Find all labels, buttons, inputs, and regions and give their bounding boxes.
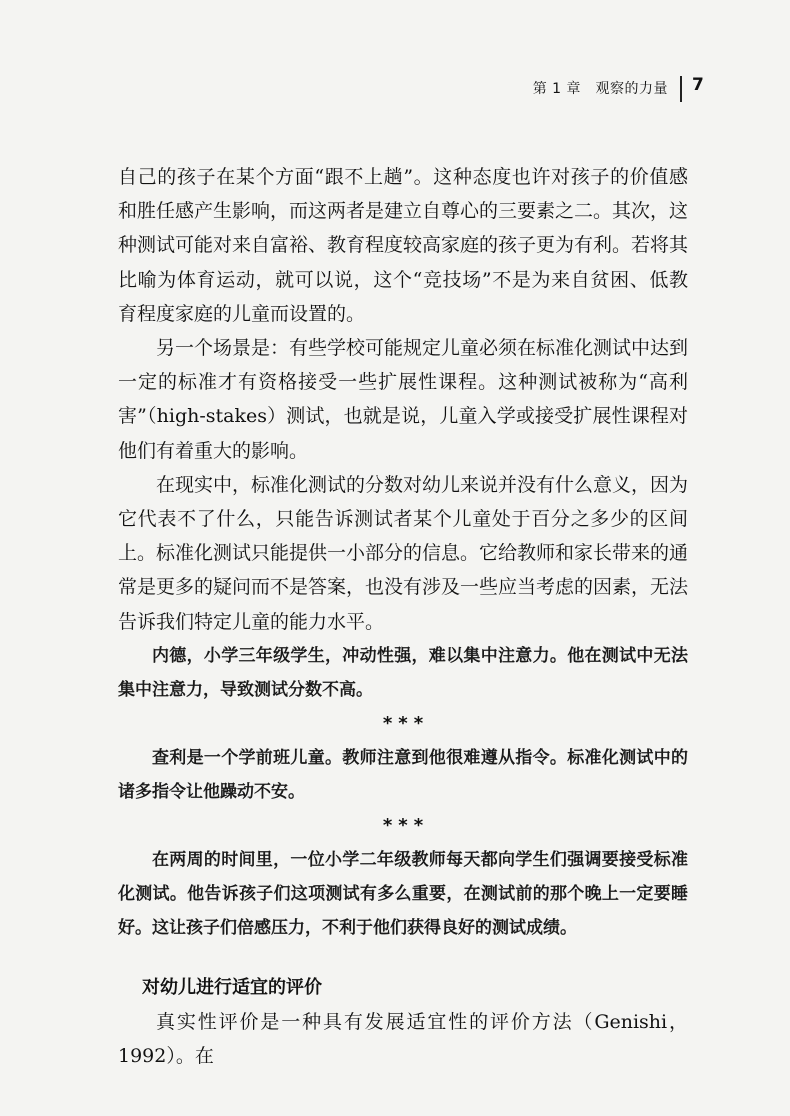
case-example: 在两周的时间里，一位小学二年级教师每天都向学生们强调要接受标准化测试。他告诉孩子们这项测试有多么重要，在测试前的那个晚上一定要睡好。这让孩子们倍感压力，不利于他们获得良好的测试成绩。: [118, 849, 688, 938]
section-separator: ***: [382, 712, 430, 734]
header-divider: [680, 76, 682, 102]
body-paragraph: 另一个场景是：有些学校可能规定儿童必须在标准化测试中达到一定的标准才有资格接受一些扩展性课程。这种测试被称为“高利害”（high-stakes）测试，也就是说，儿童入学或接受扩展性课程对他们有着重大的影响。: [118, 337, 689, 462]
body-paragraph: 在现实中，标准化测试的分数对幼儿来说并没有什么意义，因为它代表不了什么，只能告诉测试者某个儿童处于百分之多少的区间上。标准化测试只能提供一小部分的信息。它给教师和家长带来的通常是更多的疑问而不是答案，也没有涉及一些应当考虑的因素，无法告诉我们特定儿童的能力水平。: [118, 473, 689, 633]
body-paragraph: 真实性评价是一种具有发展适宜性的评价方法（Genishi，1992）。在: [118, 1010, 688, 1068]
chapter-title: 第 1 章 观察的力量: [532, 81, 668, 97]
running-header: [0, 76, 790, 104]
case-example: 查利是一个学前班儿童。教师注意到他很难遵从指令。标准化测试中的诸多指令让他躁动不安。: [118, 747, 688, 802]
page-number: 7: [692, 75, 704, 95]
case-example: 内德，小学三年级学生，冲动性强，难以集中注意力。他在测试中无法集中注意力，导致测试分数不高。: [118, 645, 688, 700]
section-separator: ***: [382, 814, 430, 836]
body-paragraph: 自己的孩子在某个方面“跟不上趟”。这种态度也许对孩子的价值感和胜任感产生影响，而这两者是建立自尊心的三要素之二。其次，这种测试可能对来自富裕、教育程度较高家庭的孩子更为有利。若将其比喻为体育运动，就可以说，这个“竞技场”不是为来自贫困、低教育程度家庭的儿童而设置的。: [118, 166, 689, 325]
section-heading: 对幼儿进行适宜的评价: [142, 976, 322, 998]
page-body: [118, 160, 688, 1073]
